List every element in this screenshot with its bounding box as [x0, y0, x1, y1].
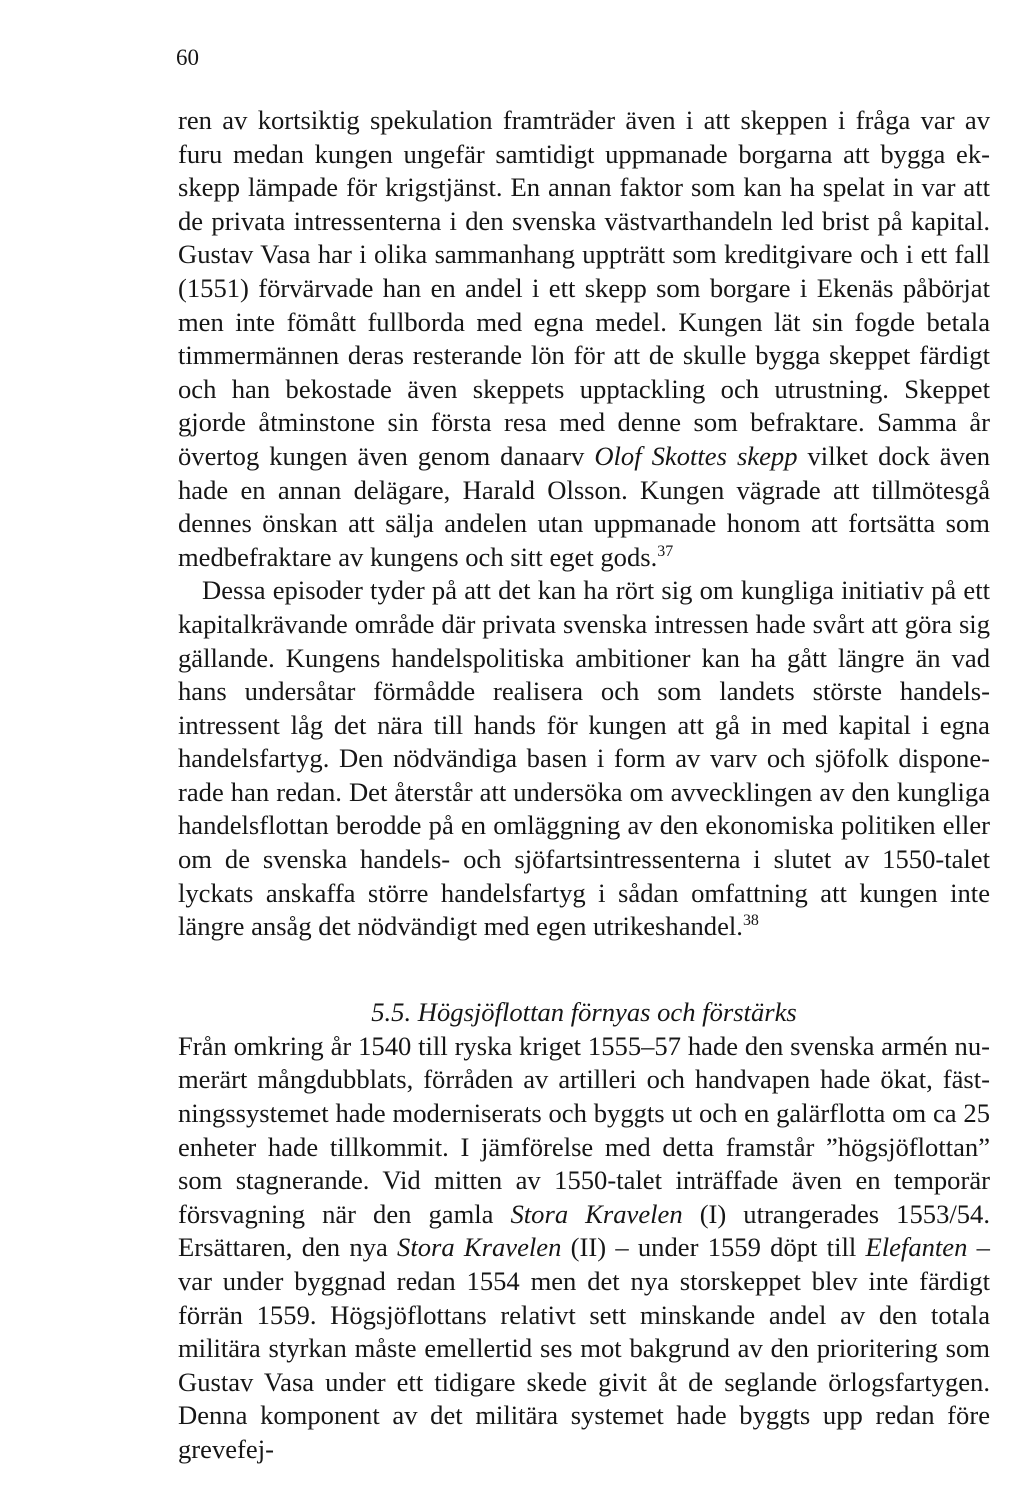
italic-title: Stora Kravelen [510, 1198, 683, 1229]
section-paragraph-group [178, 1030, 990, 1467]
paragraph-group [178, 104, 990, 944]
text-run: vilket dock även hade en annan delägare, Harald Olsson. Kungen vägrade att tillmötesgå dennes önskan att sälja andelen utan uppmanade honom att fortsätta som medbefraktare av kungens och sitt eget gods. [178, 440, 990, 572]
paragraph [178, 1030, 990, 1467]
italic-title: Stora Kravelen [397, 1232, 562, 1263]
text-run: – var under byggnad redan 1554 men det nya storskeppet blev inte färdigt förrän 1559. Högsjöflottans relativt sett minskande andel av den totala militära styrkan måste emellertid ses mot bakgrund av den prioritering som Gustav Vasa under ett tidigare skede givit åt de seglande örlogsfartygen. Denna komponent av det militära systemet hade byggts upp redan före grevefej- [178, 1232, 990, 1464]
paragraph [178, 574, 990, 944]
italic-title: Elefanten [865, 1232, 968, 1263]
page-number: 60 [176, 45, 199, 70]
paragraph [178, 104, 990, 574]
text-run: (I) utrangerades 1553/54. Ersättaren, den nya [178, 1198, 990, 1263]
footnote-marker: 38 [742, 912, 759, 930]
italic-title: Olof Skottes skepp [594, 440, 798, 471]
footnote-marker: 37 [657, 542, 674, 560]
text-run: (II) – under 1559 döpt till [561, 1232, 866, 1263]
text-run: Från omkring år 1540 till ryska kriget 1555–57 hade den svenska armén numerärt mångdubblats, förråden av artilleri och handvapen hade ökat, fästningssystemet hade moderniserats och byggts ut och en galärflotta om ca 25 enheter hade tillkommit. I jämförelse med detta framstår ”högsjöflottan” som stagnerande. Vid mitten av 1550-talet inträffade även en temporär försvagning när den gamla [178, 1030, 990, 1229]
text-run: Dessa episoder tyder på att det kan ha rört sig om kungliga initiativ på ett kapitalkrävande område där privata svenska intressen hade svårt att göra sig gällande. Kungens handelspolitiska ambitioner kan ha gått längre än vad hans undersåtar förmådde realisera och som landets störste handelsintressent låg det nära till hands för kungen att gå in med kapital i egna handelsfartyg. Den nödvändiga basen i form av varv och sjöfolk disponerade han redan. Det återstår att undersöka om avvecklingen av den kungliga handelsflottan berodde på en omläggning av den ekonomiska politiken eller om de svenska handels- och sjöfartsintressenterna i slutet av 1550-talet lyckats anskaffa större handelsfartyg i sådan omfattning att kungen inte längre ansåg det nödvändigt med egen utrikeshandel. [178, 575, 990, 942]
page-body [178, 104, 990, 1467]
text-run: ren av kortsiktig spekulation framträder även i att skeppen i fråga var av furu medan kungen ungefär samtidigt uppmanade borgarna att bygga ekskepp lämpade för krigstjänst. En annan faktor som kan ha spelat in var att de privata intressenterna i den svenska västvarthandeln led brist på kapital. Gustav Vasa har i olika sammanhang uppträtt som kreditgivare och i ett fall (1551) förvärvade han en andel i ett skepp som borgare i Ekenäs påbörjat men inte fömått fullborda med egna medel. Kungen lät sin fogde betala timmermännen deras resterande lön för att de skulle bygga skeppet färdigt och han bekostade även skeppets upptackling och utrustning. Skeppet gjorde åtminstone sin första resa med denne som befraktare. Samma år övertog kungen även genom danaarv [178, 105, 990, 471]
section-heading: 5.5. Högsjöflottan förnyas och förstärks [371, 996, 797, 1027]
